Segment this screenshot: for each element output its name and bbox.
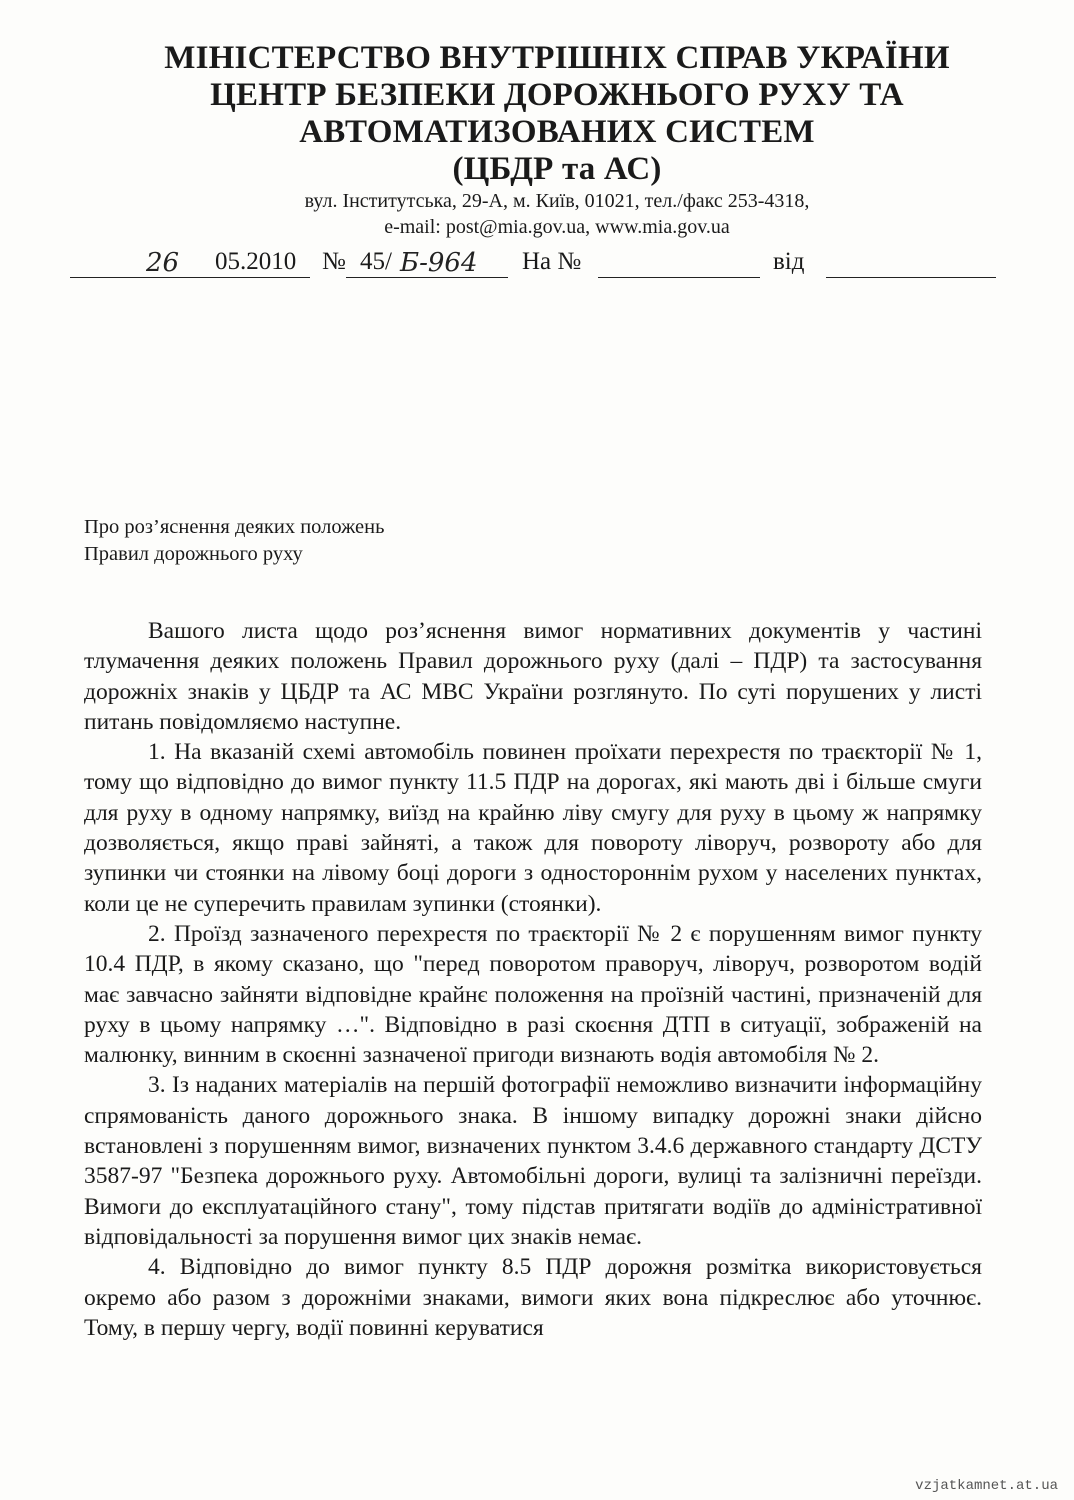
date-month-year: 05.2010: [215, 248, 297, 275]
item-1-paragraph: 1. На вказаній схемі автомобіль повинен проїхати перехрестя по траєкторії № 1, тому що відповідно до вимог пункту 11.5 ПДР на дорогах, які мають дві і більше смуги для руху в одному напрямку, виїзд на крайню ліву смугу для руху в цьому ж напрямку дозволяється, якщо праві зайняті, а також для повороту ліворуч, розвороту або для зупинки чи стоянки на лівому боці дороги з одностороннім рухом у населених пунктах, коли це не суперечить правилам зупинки (стоянки).: [84, 739, 982, 917]
reply-date-underline: [826, 243, 996, 278]
ministry-name: МІНІСТЕРСТВО ВНУТРІШНІХ СПРАВ УКРАЇНИ: [164, 40, 950, 76]
center-abbreviation: (ЦБДР та АС): [452, 151, 662, 187]
registration-line: [70, 244, 1010, 284]
address-line: вул. Інститутська, 29-А, м. Київ, 01021, тел./факс 253-4318,: [304, 190, 810, 212]
item-4-paragraph: 4. Відповідно до вимог пункту 8.5 ПДР дорожня розмітка використовується окремо або разом з дорожніми знаками, вимоги яких вона підкреслює або уточнює. Тому, в першу чергу, водії повинні керуватися: [84, 1254, 982, 1341]
site-watermark: vzjatkamnet.at.ua: [915, 1478, 1058, 1494]
subject-block: [84, 514, 384, 568]
number-prefix: 45/: [360, 248, 392, 275]
number-label: №: [322, 248, 346, 275]
number-handwritten: Б-964: [400, 248, 478, 278]
subject-line-1: Про роз’яснення деяких положень: [84, 516, 385, 538]
reply-number-underline: [598, 243, 760, 278]
reply-label: На №: [522, 248, 582, 275]
center-name-line-1: ЦЕНТР БЕЗПЕКИ ДОРОЖНЬОГО РУХУ ТА: [210, 77, 904, 113]
contacts-line: e-mail: post@mia.gov.ua, www.mia.gov.ua: [384, 216, 730, 238]
letter-body: [84, 616, 982, 1343]
from-label: від: [773, 248, 805, 275]
item-2-paragraph: 2. Проїзд зазначеного перехрестя по траєкторії № 2 є порушенням вимог пункту 10.4 ПДР, в якому сказано, що "перед поворотом праворуч, ліворуч, розворотом водій має завчасно зайняти відповідне крайнє положення на проїзній частині, призначеній для руху в цьому напрямку …". Відповідно в разі скоєння ДТП в ситуації, зображеній на малюнку, винним в скоєнні зазначеної пригоди визнають водія автомобіля № 2.: [84, 920, 982, 1069]
letterhead: [0, 40, 1074, 240]
subject-line-2: Правил дорожнього руху: [84, 543, 303, 565]
item-3-paragraph: 3. Із наданих матеріалів на першій фотографії неможливо визначити інформаційну спрямованість даного дорожнього знака. В іншому випадку дорожні знаки дійсно встановлені з порушенням вимог, визначених пунктом 3.4.6 державного стандарту ДСТУ 3587-97 "Безпека дорожнього руху. Автомобільні дороги, вулиці та залізничні переїзди. Вимоги до експлуатаційного стану", тому підстав притягати водіїв до адміністративної відповідальності за порушення вимог цих знаків немає.: [84, 1072, 982, 1250]
date-day: 26: [146, 248, 180, 278]
center-name-line-2: АВТОМАТИЗОВАНИХ СИСТЕМ: [299, 114, 815, 150]
intro-paragraph: Вашого листа щодо роз’яснення вимог нормативних документів у частині тлумачення деяких положень Правил дорожнього руху (далі – ПДР) та застосування дорожніх знаків у ЦБДР та АС МВС України розглянуто. По суті порушених у листі питань повідомляємо наступне.: [84, 618, 982, 735]
